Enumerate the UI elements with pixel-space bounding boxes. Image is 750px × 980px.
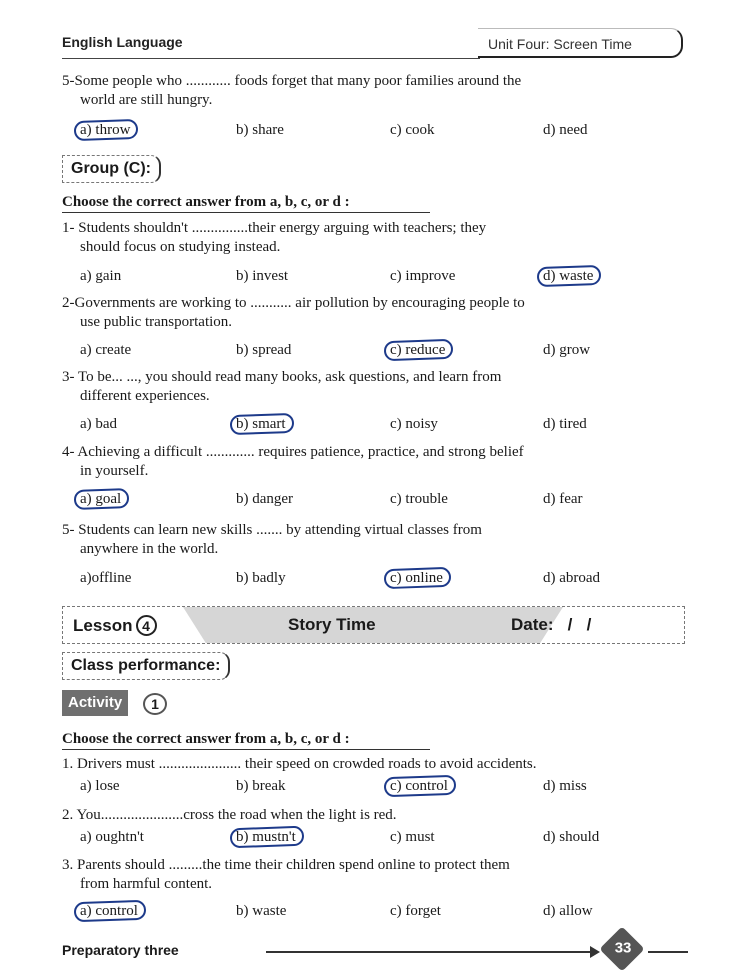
option-c: c) online [390,570,443,586]
option-b: b) break [236,778,286,794]
option-a: a) bad [80,416,118,432]
footer-tail-rule [648,951,688,953]
option-d: d) miss [543,778,587,794]
option-a: a) goal [80,491,122,507]
lesson-title: Story Time [288,615,376,634]
lesson-label: Lesson 4 [73,615,157,636]
question-text: 1- Students shouldn't ...............their energy arguing with teachers; they should focus on studying instead. [62,220,487,255]
page-number-badge [599,926,644,971]
question-text: 5-Some people who ............ foods forget that many poor families around the world are still hungry. [62,73,522,108]
subject-title: English Language [62,34,183,50]
instruction-underline [62,749,430,750]
options-row [78,903,698,925]
option-d: d) grow [543,342,591,358]
option-b: b) share [236,122,284,138]
activity-label: Activity [62,690,128,716]
lesson-number: 4 [136,615,157,636]
options-row [78,268,698,290]
question-text: 3. Parents should .........the time their children spend online to protect them from harmful content. [62,857,510,892]
options-row [78,342,698,364]
level-label: Preparatory three [62,942,179,958]
option-a: a) lose [80,778,120,794]
option-d: d) fear [543,491,583,507]
option-a: a) throw [80,122,131,138]
page-number: 33 [614,939,632,957]
option-b: b) badly [236,570,286,586]
arrow-right-icon [590,946,600,958]
options-row [78,491,698,513]
option-b: b) smart [236,416,286,432]
option-b: b) danger [236,491,294,507]
question-text: 4- Achieving a difficult ............. requires patience, practice, and strong belief in yourself. [62,444,524,479]
question-text: 1. Drivers must ...................... their speed on crowded roads to avoid accidents. [62,756,537,772]
options-row [78,122,698,144]
instruction: Choose the correct answer from a, b, c, or d : [62,194,350,210]
option-b: b) spread [236,342,292,358]
question-text: 5- Students can learn new skills ....... by attending virtual classes from anywhere in the world. [62,522,482,557]
unit-tab [478,28,683,58]
question-text: 2. You......................cross the road when the light is red. [62,807,397,823]
options-row [78,829,698,851]
option-c: c) trouble [390,491,448,507]
option-b: b) mustn't [236,829,296,845]
footer-rule [266,951,596,953]
option-d: d) allow [543,903,593,919]
option-c: c) cook [390,122,435,138]
option-c: c) forget [390,903,441,919]
option-a: a) control [80,903,138,919]
options-row [78,778,698,800]
class-performance-label: Class performance: [62,652,230,680]
options-row [78,416,698,438]
option-d: d) tired [543,416,587,432]
unit-title: Unit Four: Screen Time [488,36,632,52]
instruction: Choose the correct answer from a, b, c, or d : [62,731,350,747]
option-b: b) invest [236,268,289,284]
question-text: 3- To be... ..., you should read many books, ask questions, and learn from different experiences. [62,369,502,404]
option-d: d) should [543,829,600,845]
option-c: c) must [390,829,435,845]
date-field: Date: / / [511,615,592,634]
header-rule [62,58,480,59]
option-d: d) need [543,122,588,138]
option-a: a) oughtn't [80,829,144,845]
options-row [78,570,698,592]
option-c: c) control [390,778,448,794]
lesson-bar [62,606,685,644]
option-a: a) gain [80,268,122,284]
activity-number: 1 [143,693,167,715]
option-c: c) reduce [390,342,446,358]
question-text: 2-Governments are working to ........... air pollution by encouraging people to use public transportation. [62,295,525,330]
instruction-underline [62,212,430,213]
option-a: a)offline [80,570,132,586]
option-d: d) abroad [543,570,601,586]
option-b: b) waste [236,903,287,919]
option-c: c) improve [390,268,456,284]
group-label: Group (C): [62,155,161,183]
option-a: a) create [80,342,132,358]
option-c: c) noisy [390,416,438,432]
option-d: d) waste [543,268,594,284]
